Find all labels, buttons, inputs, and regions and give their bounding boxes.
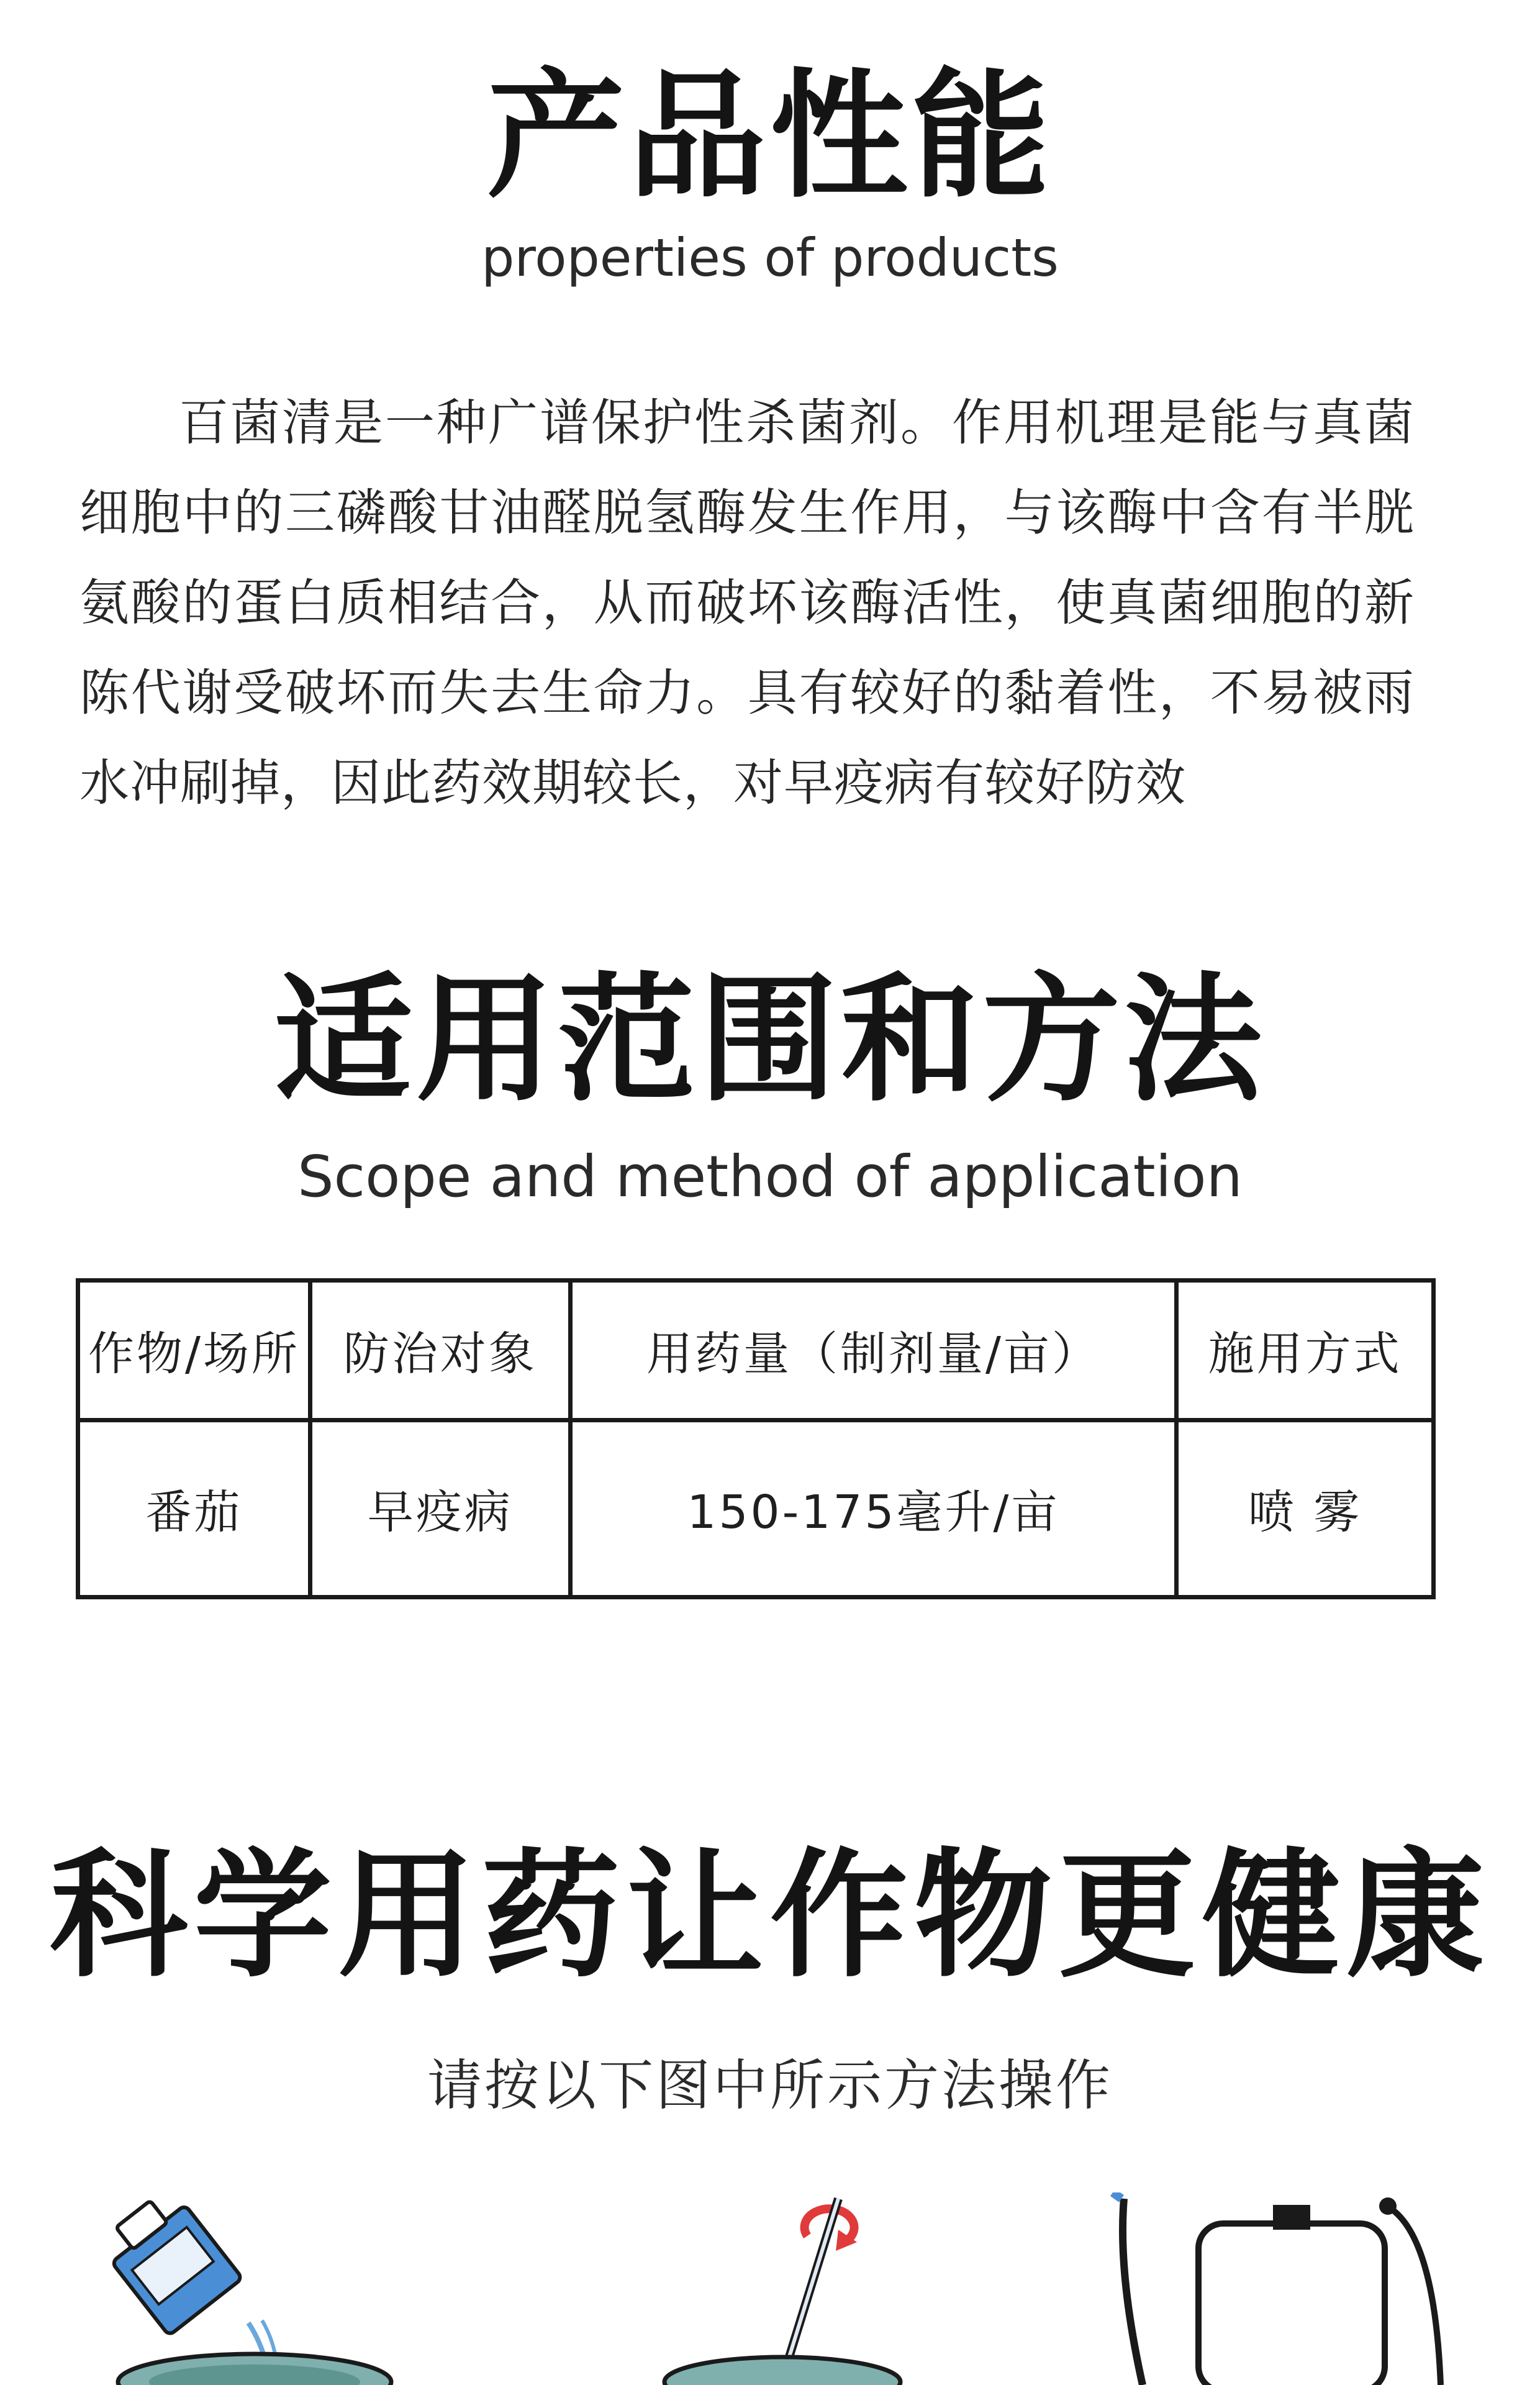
application-table <box>76 1278 1436 1599</box>
cell-method: 喷 雾 <box>1177 1420 1434 1597</box>
section-subtitle-properties: properties of products <box>481 227 1059 288</box>
product-description: 百菌清是一种广谱保护性杀菌剂。作用机理是能与真菌细胞中的三磷酸甘油醛脱氢酶发生作用，与该酶中含有半胱氨酸的蛋白质相结合，从而破坏该酶活性，使真菌细胞的新陈代谢受破坏而失去生命力。具有较好的黏着性，不易被雨水冲刷掉，因此药效期较长，对早疫病有较好防效 <box>79 394 1415 812</box>
table-row <box>78 1420 1434 1597</box>
stir-illustration <box>658 2192 919 2385</box>
sprayer-tank-icon <box>1198 2224 1385 2385</box>
pour-bottle-illustration <box>93 2192 416 2385</box>
sprayer-illustration <box>1105 2192 1453 2385</box>
cell-target: 早疫病 <box>310 1420 570 1597</box>
header-crop: 作物/场所 <box>78 1281 310 1420</box>
spray-wand <box>1123 2199 1143 2385</box>
section-title-scope: 适用范围和方法 <box>274 960 1266 1120</box>
bucket-icon <box>664 2357 900 2385</box>
cell-dosage: 150-175毫升/亩 <box>570 1420 1177 1597</box>
header-target: 防治对象 <box>310 1281 570 1420</box>
section-title-usage: 科学用药让作物更健康 <box>50 1836 1490 1996</box>
section-subtitle-scope: Scope and method of application <box>297 1143 1243 1210</box>
section-title-properties: 产品性能 <box>487 57 1053 217</box>
section-subtitle-usage: 请按以下图中所示方法操作 <box>427 2053 1113 2117</box>
cell-crop: 番茄 <box>78 1420 310 1597</box>
header-dosage: 用药量（制剂量/亩） <box>570 1281 1177 1420</box>
table-header-row <box>78 1281 1434 1420</box>
bottle-icon <box>96 2192 242 2336</box>
header-method: 施用方式 <box>1177 1281 1434 1420</box>
